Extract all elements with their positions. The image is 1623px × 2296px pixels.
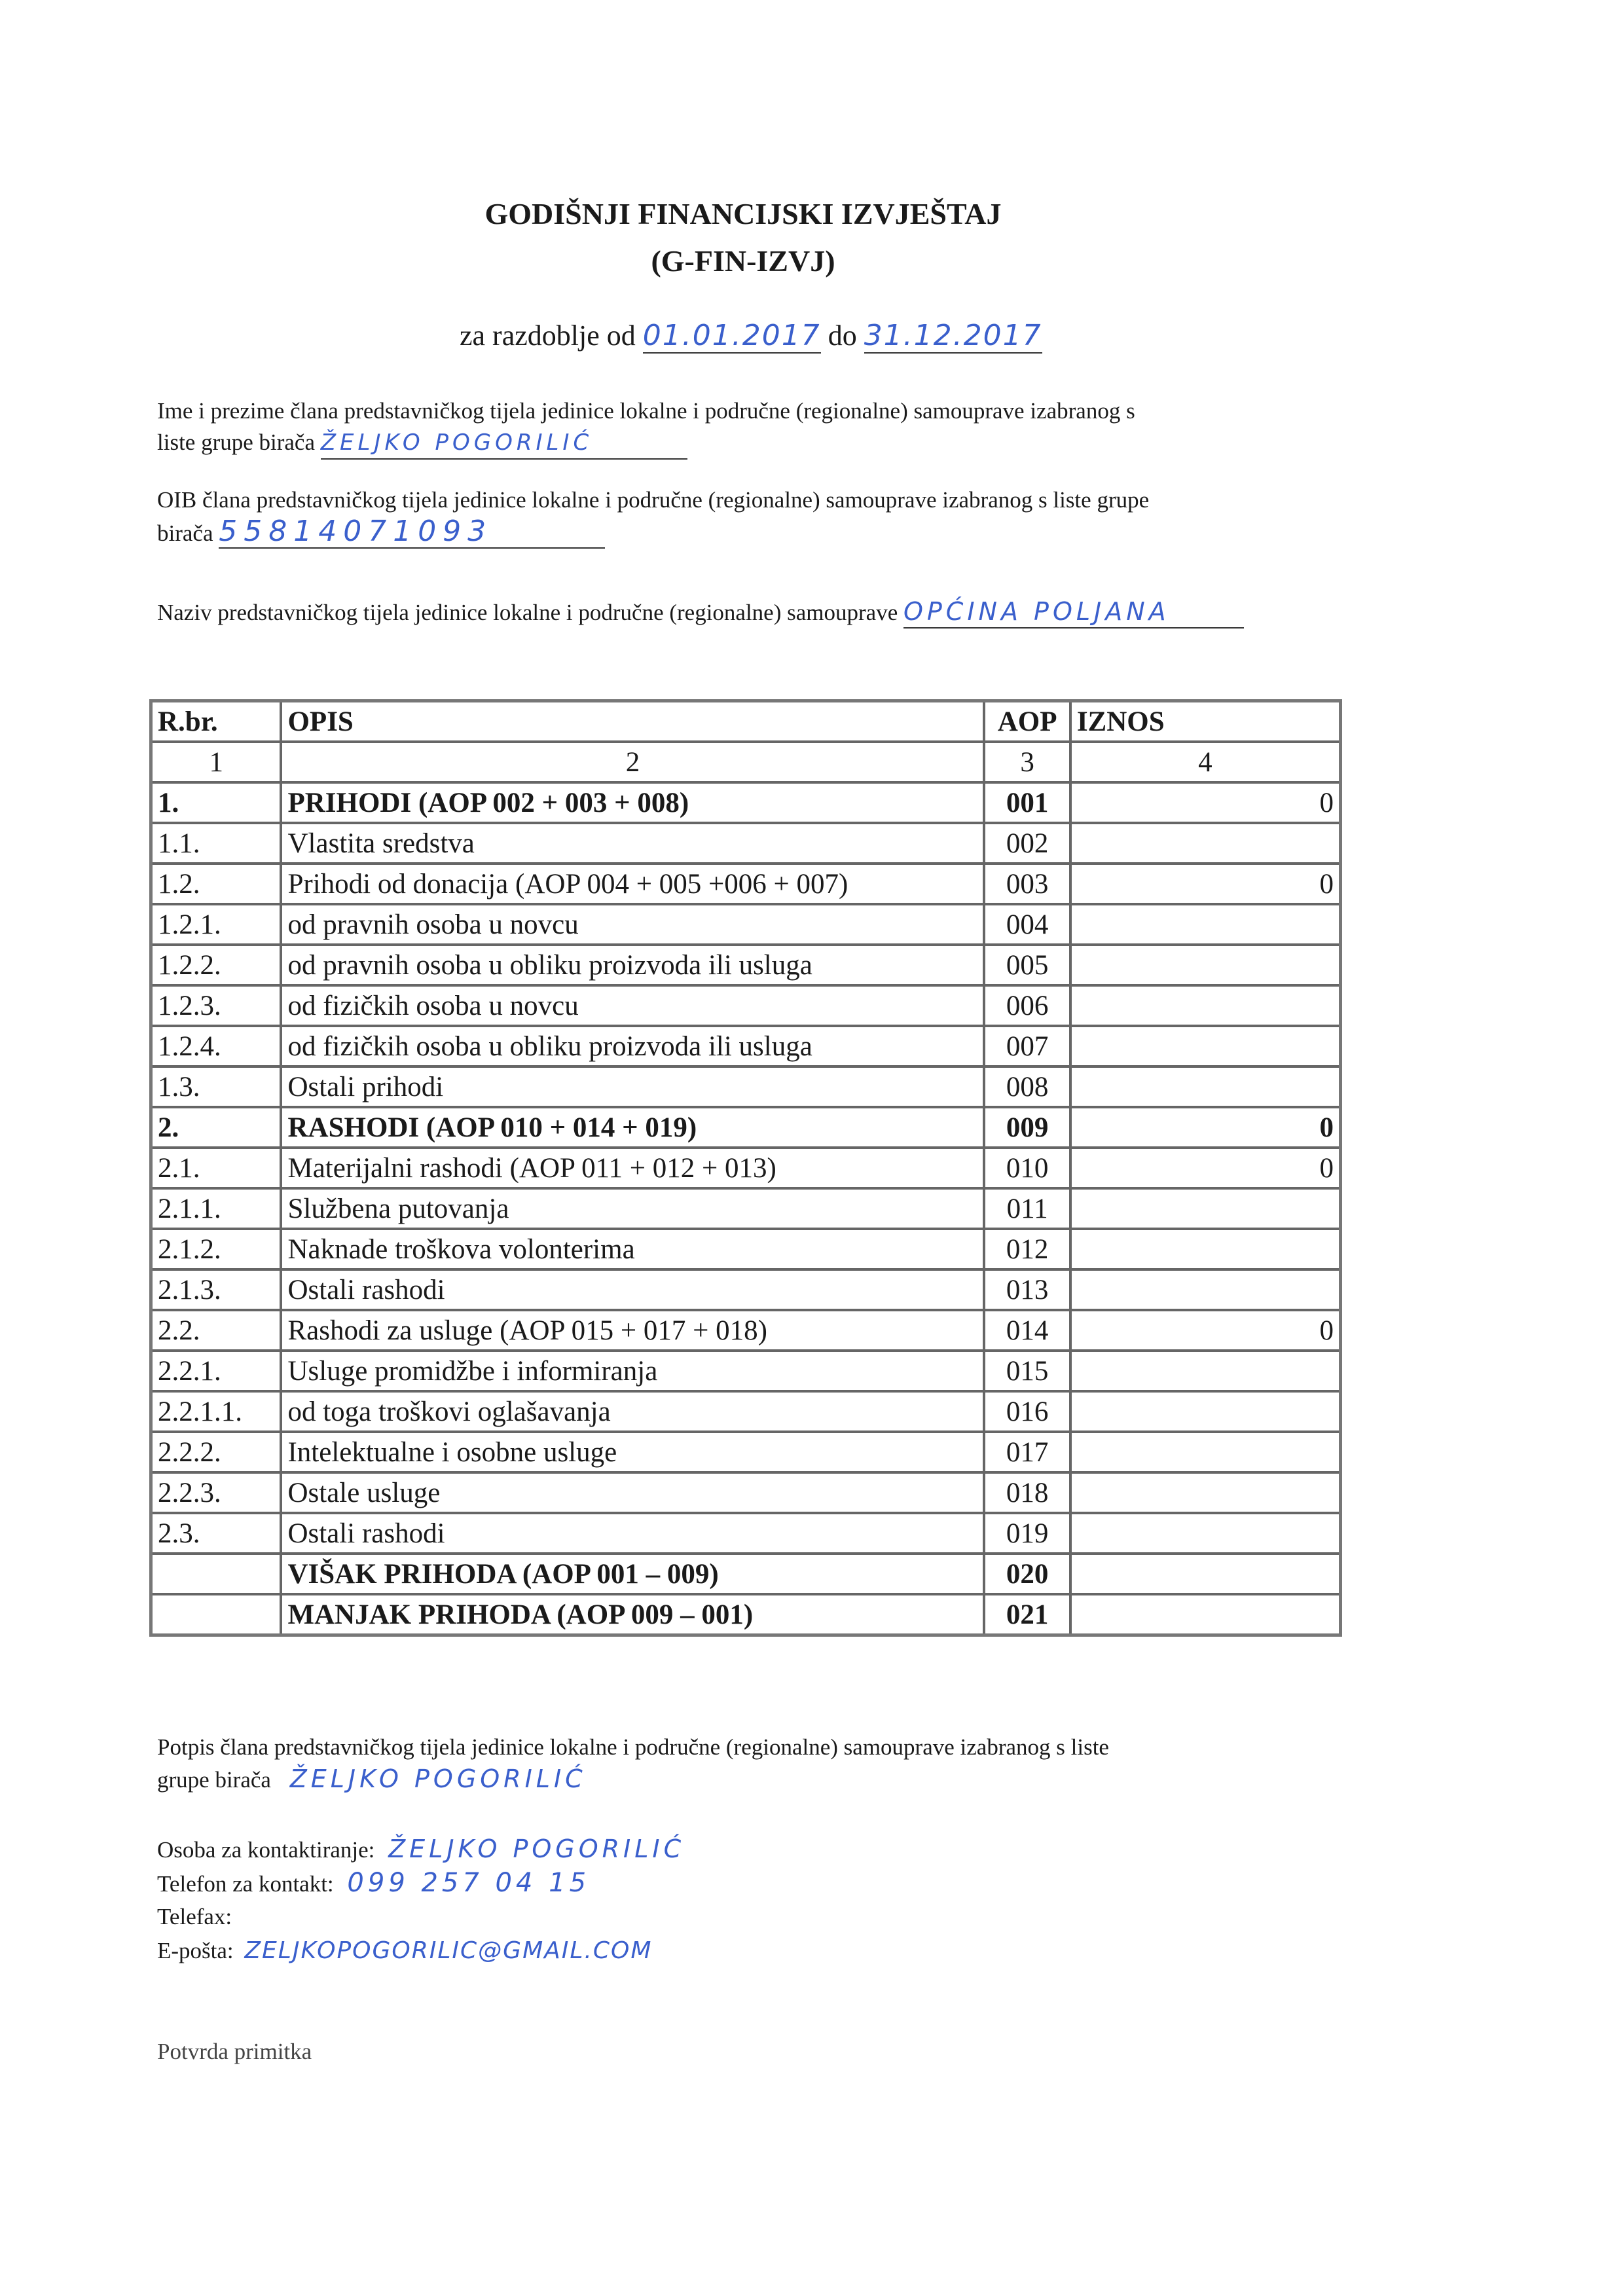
table-row — [153, 1149, 1339, 1190]
cell-aop: 006 — [985, 987, 1071, 1027]
body-name-value: OPĆINA POLJANA — [903, 596, 1244, 629]
cell-opis: od pravnih osoba u obliku proizvoda ili usluga — [282, 946, 985, 987]
cell-aop: 002 — [985, 824, 1071, 865]
cell-opis: od pravnih osoba u novcu — [282, 905, 985, 946]
table-row — [153, 905, 1339, 946]
cell-opis: Ostale usluge — [282, 1474, 985, 1514]
table-row — [153, 987, 1339, 1027]
table-row — [153, 1433, 1339, 1474]
cell-iznos — [1072, 1555, 1339, 1595]
cell-rbr: 2.2.1.1. — [153, 1393, 282, 1433]
period-mid: do — [828, 319, 857, 352]
table-row — [153, 1108, 1339, 1149]
body-name-label: Naziv predstavničkog tijela jedinice lokalne i područne (regionalne) samouprave — [157, 600, 898, 625]
cell-iznos — [1072, 987, 1339, 1027]
header-opis: OPIS — [282, 702, 985, 743]
contact-phone-label: Telefon za kontakt: — [157, 1871, 334, 1897]
table-row — [153, 1352, 1339, 1393]
cell-rbr: 2.2.1. — [153, 1352, 282, 1393]
cell-iznos — [1072, 946, 1339, 987]
cell-rbr: 2.2. — [153, 1311, 282, 1352]
cell-aop: 021 — [985, 1595, 1071, 1633]
cell-rbr: 1.2. — [153, 865, 282, 905]
cell-rbr: 2.1.2. — [153, 1230, 282, 1271]
cell-opis: MANJAK PRIHODA (AOP 009 – 001) — [282, 1595, 985, 1633]
cell-aop: 018 — [985, 1474, 1071, 1514]
contact-block — [157, 1833, 1139, 1969]
report-title: GODIŠNJI FINANCIJSKI IZVJEŠTAJ — [484, 197, 1002, 230]
cell-iznos — [1072, 1514, 1339, 1555]
cell-aop: 013 — [985, 1271, 1071, 1311]
cell-rbr: 1.2.2. — [153, 946, 282, 987]
cell-opis: Službena putovanja — [282, 1190, 985, 1230]
cell-iznos — [1072, 905, 1339, 946]
table-row — [153, 784, 1339, 824]
financial-report-table — [149, 699, 1342, 1637]
cell-iznos — [1072, 1352, 1339, 1393]
period-from-value: 01.01.2017 — [642, 319, 821, 352]
cell-rbr — [153, 1555, 282, 1595]
cell-rbr: 2.3. — [153, 1514, 282, 1555]
header-aop: AOP — [985, 702, 1071, 743]
period-line — [460, 319, 1042, 354]
cell-opis: Materijalni rashodi (AOP 011 + 012 + 013) — [282, 1149, 985, 1190]
table-row — [153, 1190, 1339, 1230]
table-row — [153, 1393, 1339, 1433]
header-rbr: R.br. — [153, 702, 282, 743]
cell-iznos — [1072, 824, 1339, 865]
oib-label-line2: birača — [157, 520, 213, 546]
cell-aop: 010 — [985, 1149, 1071, 1190]
table-row — [153, 946, 1339, 987]
member-field — [157, 395, 1336, 460]
table-row — [153, 1027, 1339, 1068]
table-row — [153, 1068, 1339, 1108]
cell-iznos — [1072, 1190, 1339, 1230]
cell-rbr: 2. — [153, 1108, 282, 1149]
cell-opis: Intelektualne i osobne usluge — [282, 1433, 985, 1474]
cell-rbr — [153, 1595, 282, 1633]
member-name-value: ŽELJKO POGORILIĆ — [321, 427, 687, 460]
table-row — [153, 824, 1339, 865]
oib-value: 55814071093 — [219, 516, 605, 549]
cell-rbr: 2.2.2. — [153, 1433, 282, 1474]
cell-aop: 007 — [985, 1027, 1071, 1068]
cell-aop: 001 — [985, 784, 1071, 824]
cell-aop: 017 — [985, 1433, 1071, 1474]
period-to-value: 31.12.2017 — [864, 319, 1042, 352]
cell-aop: 012 — [985, 1230, 1071, 1271]
cell-rbr: 1.3. — [153, 1068, 282, 1108]
cell-aop: 015 — [985, 1352, 1071, 1393]
cell-aop: 011 — [985, 1190, 1071, 1230]
cell-opis: Rashodi za usluge (AOP 015 + 017 + 018) — [282, 1311, 985, 1352]
cell-rbr: 2.1. — [153, 1149, 282, 1190]
cell-rbr: 1.2.4. — [153, 1027, 282, 1068]
colnum-1: 1 — [153, 743, 282, 784]
cell-opis: od fizičkih osoba u novcu — [282, 987, 985, 1027]
cell-iznos — [1072, 1595, 1339, 1633]
cell-iznos: 0 — [1072, 865, 1339, 905]
table-row — [153, 1271, 1339, 1311]
cell-iznos: 0 — [1072, 784, 1339, 824]
oib-field — [157, 484, 1336, 549]
colnum-2: 2 — [282, 743, 985, 784]
cell-rbr: 1.2.1. — [153, 905, 282, 946]
cell-opis: Ostali rashodi — [282, 1514, 985, 1555]
contact-person-value: ŽELJKO POGORILIĆ — [388, 1834, 685, 1863]
table-header-row — [153, 702, 1339, 743]
period-prefix: za razdoblje od — [460, 319, 636, 352]
cell-aop: 003 — [985, 865, 1071, 905]
cell-opis: Prihodi od donacija (AOP 004 + 005 +006 + 007) — [282, 865, 985, 905]
cell-rbr: 2.2.3. — [153, 1474, 282, 1514]
cell-opis: PRIHODI (AOP 002 + 003 + 008) — [282, 784, 985, 824]
contact-email-label: E-pošta: — [157, 1938, 234, 1963]
cell-aop: 016 — [985, 1393, 1071, 1433]
cell-opis: od toga troškovi oglašavanja — [282, 1393, 985, 1433]
member-label-line1: Ime i prezime člana predstavničkog tijela jedinice lokalne i područne (regionalne) samouprave izabranog s — [157, 398, 1135, 424]
table-row — [153, 1514, 1339, 1555]
cell-aop: 009 — [985, 1108, 1071, 1149]
body-name-field — [157, 596, 1388, 629]
cell-iznos: 0 — [1072, 1149, 1339, 1190]
contact-email-value: ZELJKOPOGORILIC@GMAIL.COM — [244, 1937, 653, 1964]
table-row — [153, 1595, 1339, 1633]
cell-opis: Vlastita sredstva — [282, 824, 985, 865]
cell-aop: 019 — [985, 1514, 1071, 1555]
cell-rbr: 1.1. — [153, 824, 282, 865]
table-row — [153, 1555, 1339, 1595]
cell-rbr: 1. — [153, 784, 282, 824]
signature-label-line1: Potpis člana predstavničkog tijela jedinice lokalne i područne (regionalne) samouprave izabranog s liste — [157, 1734, 1109, 1760]
signature-value: ŽELJKO POGORILIĆ — [289, 1764, 587, 1793]
header-iznos: IZNOS — [1072, 702, 1339, 743]
receipt-label: Potvrda primitka — [157, 2039, 312, 2064]
cell-aop: 008 — [985, 1068, 1071, 1108]
cell-iznos — [1072, 1474, 1339, 1514]
contact-fax-label: Telefax: — [157, 1904, 232, 1929]
cell-aop: 004 — [985, 905, 1071, 946]
cell-aop: 014 — [985, 1311, 1071, 1352]
colnum-3: 3 — [985, 743, 1071, 784]
cell-opis: Naknade troškova volonterima — [282, 1230, 985, 1271]
cell-opis: Ostali rashodi — [282, 1271, 985, 1311]
cell-aop: 020 — [985, 1555, 1071, 1595]
cell-iznos: 0 — [1072, 1311, 1339, 1352]
table-row — [153, 865, 1339, 905]
oib-label-line1: OIB člana predstavničkog tijela jedinice lokalne i područne (regionalne) samouprave izabranog s liste grupe — [157, 487, 1150, 513]
cell-opis: od fizičkih osoba u obliku proizvoda ili usluga — [282, 1027, 985, 1068]
cell-iznos — [1072, 1027, 1339, 1068]
cell-iznos — [1072, 1271, 1339, 1311]
table-row — [153, 1311, 1339, 1352]
cell-rbr: 1.2.3. — [153, 987, 282, 1027]
colnum-4: 4 — [1072, 743, 1339, 784]
cell-iznos — [1072, 1433, 1339, 1474]
signature-label-line2: grupe birača — [157, 1767, 271, 1793]
table-colnum-row — [153, 743, 1339, 784]
cell-opis: RASHODI (AOP 010 + 014 + 019) — [282, 1108, 985, 1149]
cell-rbr: 2.1.1. — [153, 1190, 282, 1230]
cell-rbr: 2.1.3. — [153, 1271, 282, 1311]
member-label-line2: liste grupe birača — [157, 429, 316, 455]
table-row — [153, 1230, 1339, 1271]
cell-iznos — [1072, 1393, 1339, 1433]
cell-opis: Usluge promidžbe i informiranja — [282, 1352, 985, 1393]
table-row — [153, 1474, 1339, 1514]
signature-field — [157, 1732, 1336, 1796]
cell-opis: VIŠAK PRIHODA (AOP 001 – 009) — [282, 1555, 985, 1595]
cell-opis: Ostali prihodi — [282, 1068, 985, 1108]
cell-iznos — [1072, 1230, 1339, 1271]
contact-phone-value: 099 257 04 15 — [347, 1868, 591, 1898]
cell-iznos: 0 — [1072, 1108, 1339, 1149]
report-code: (G-FIN-IZVJ) — [651, 244, 835, 278]
cell-iznos — [1072, 1068, 1339, 1108]
cell-aop: 005 — [985, 946, 1071, 987]
contact-person-label: Osoba za kontaktiranje: — [157, 1837, 375, 1863]
